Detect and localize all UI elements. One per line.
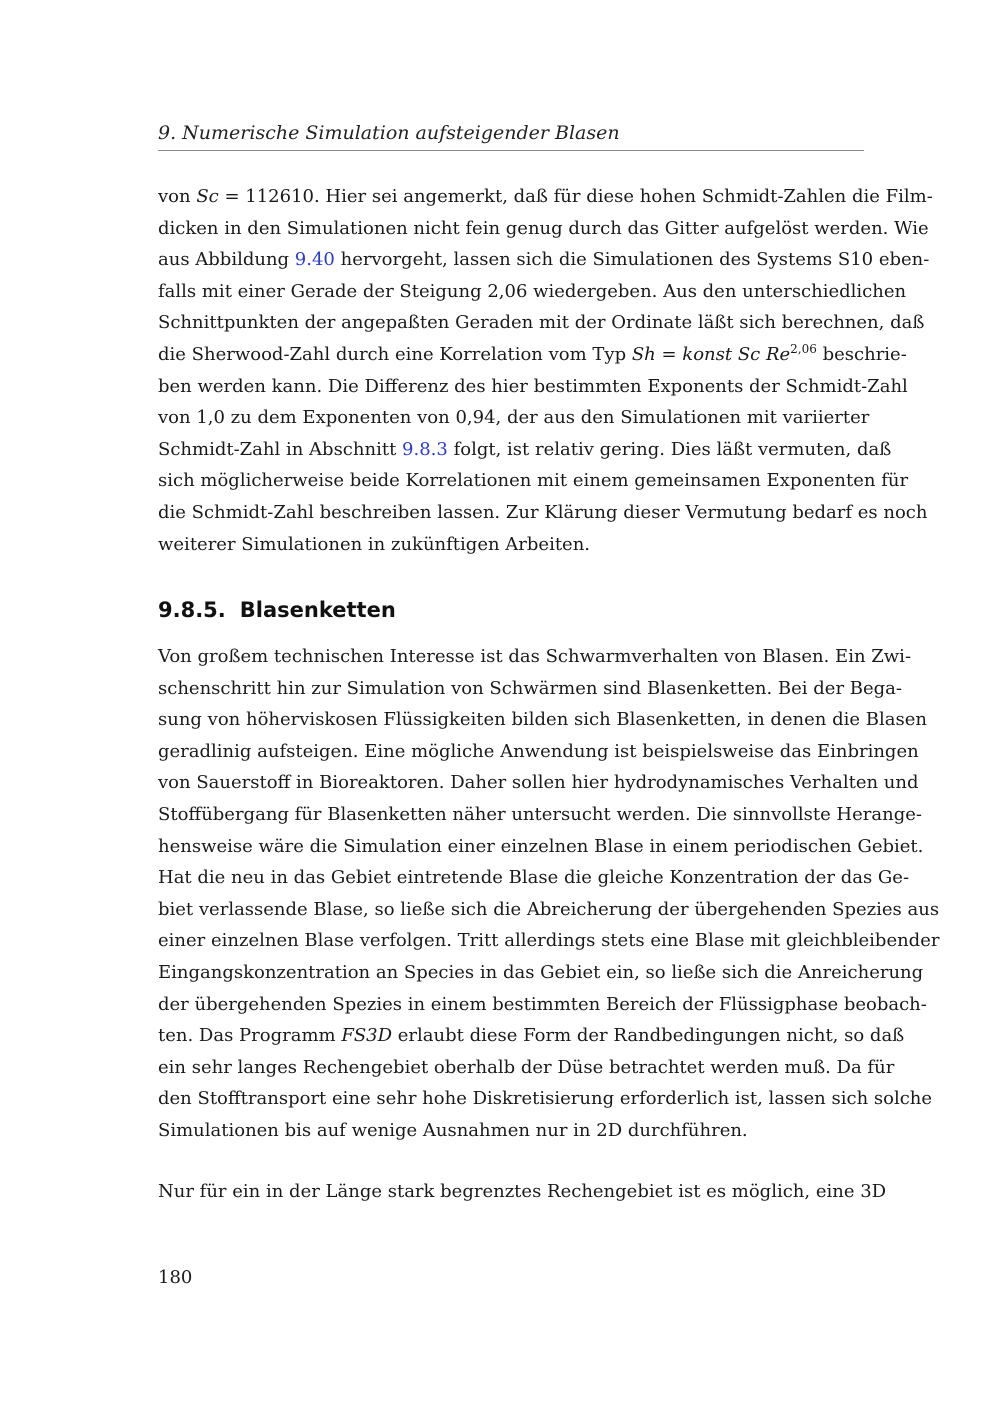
math-symbol-sh: Sh <box>631 343 656 365</box>
section-reference-link[interactable]: 9.8.3 <box>402 438 448 460</box>
text-line: die Schmidt-Zahl beschreiben lassen. Zur Klärung dieser Vermutung bedarf es noch <box>158 501 928 523</box>
text-line: Nur für ein in der Länge stark begrenztes Rechengebiet ist es möglich, eine 3D <box>158 1181 887 1202</box>
text-line: die Sherwood-Zahl durch eine Korrelation vom Typ Sh = konst Sc Re$^{2,06}$ beschrie- <box>158 341 907 365</box>
text-line: ein sehr langes Rechengebiet oberhalb der Düse betrachtet werden muß. Da für <box>158 1056 895 1078</box>
text-line: einer einzelnen Blase verfolgen. Tritt allerdings stets eine Blase mit gleichbleibender <box>158 930 940 952</box>
text-line: hensweise wäre die Simulation einer einzelnen Blase in einem periodischen Gebiet. <box>158 835 924 857</box>
text-line: Simulationen bis auf wenige Ausnahmen nur in 2D durchführen. <box>158 1119 748 1141</box>
text-line: weiterer Simulationen in zukünftigen Arbeiten. <box>158 533 591 555</box>
text-line: Stoffübergang für Blasenketten näher untersucht werden. Die sinnvollste Herange- <box>158 803 922 825</box>
text-line: dicken in den Simulationen nicht fein genug durch das Gitter aufgelöst werden. Wie <box>158 217 929 239</box>
text-line: von Sc = 112610. Hier sei angemerkt, daß für diese hohen Schmidt-Zahlen die Film- <box>158 186 933 207</box>
running-header: 9. Numerische Simulation aufsteigender Blasen <box>158 118 864 151</box>
text-line: sung von höherviskosen Flüssigkeiten bilden sich Blasenketten, in denen die Blasen <box>158 709 927 731</box>
section-title: Blasenketten <box>239 598 396 622</box>
paragraph-3d-domain <box>158 1176 887 1208</box>
text-line: schenschritt hin zur Simulation von Schwärmen sind Blasenketten. Bei der Bega- <box>158 677 902 699</box>
text-line: von Sauerstoff in Bioreaktoren. Daher sollen hier hydrodynamisches Verhalten und <box>158 772 919 794</box>
text-line: Schmidt-Zahl in Abschnitt 9.8.3 folgt, ist relativ gering. Dies läßt vermuten, daß <box>158 438 892 460</box>
text-line: geradlinig aufsteigen. Eine mögliche Anwendung ist beispielsweise das Einbringen <box>158 740 919 762</box>
text-line: ten. Das Programm FS3D erlaubt diese Form der Randbedingungen nicht, so daß <box>158 1025 905 1047</box>
program-name: FS3D <box>341 1025 393 1047</box>
figure-reference-link[interactable]: 9.40 <box>294 249 335 271</box>
text-line: der übergehenden Spezies in einem bestimmten Bereich der Flüssigphase beobach- <box>158 993 927 1015</box>
paragraph-bubble-chains <box>158 641 940 1147</box>
text-line: aus Abbildung 9.40 hervorgeht, lassen sich die Simulationen des Systems S10 eben- <box>158 249 930 271</box>
math-symbol-sc: Sc <box>196 186 219 207</box>
math-expression: konst Sc Re <box>682 343 791 365</box>
text-line: biet verlassende Blase, so ließe sich die Abreicherung der übergehenden Spezies aus <box>158 898 940 920</box>
text-line: Eingangskonzentration an Species in das Gebiet ein, so ließe sich die Anreicherung <box>158 961 924 983</box>
text-line: Schnittpunkten der angepaßten Geraden mit der Ordinate läßt sich berechnen, daß <box>158 312 925 334</box>
paragraph-correlation-discussion <box>158 181 933 560</box>
page-number: 180 <box>158 1267 193 1288</box>
text-line: den Stofftransport eine sehr hohe Diskretisierung erforderlich ist, lassen sich solche <box>158 1088 933 1110</box>
text-line: sich möglicherweise beide Korrelationen mit einem gemeinsamen Exponenten für <box>158 470 909 492</box>
text-line: ben werden kann. Die Differenz des hier bestimmten Exponents der Schmidt-Zahl <box>158 375 908 397</box>
text-line: Hat die neu in das Gebiet eintretende Blase die gleiche Konzentration der das Ge- <box>158 867 910 889</box>
math-exponent: 2,06 <box>790 341 817 356</box>
text-line: von 1,0 zu dem Exponenten von 0,94, der aus den Simulationen mit variierter <box>158 407 870 429</box>
text-line: Von großem technischen Interesse ist das Schwarmverhalten von Blasen. Ein Zwi- <box>158 646 912 667</box>
text-line: falls mit einer Gerade der Steigung 2,06 wiedergeben. Aus den unterschiedlichen <box>158 280 907 302</box>
section-number: 9.8.5. <box>158 598 226 622</box>
section-heading <box>158 594 396 626</box>
